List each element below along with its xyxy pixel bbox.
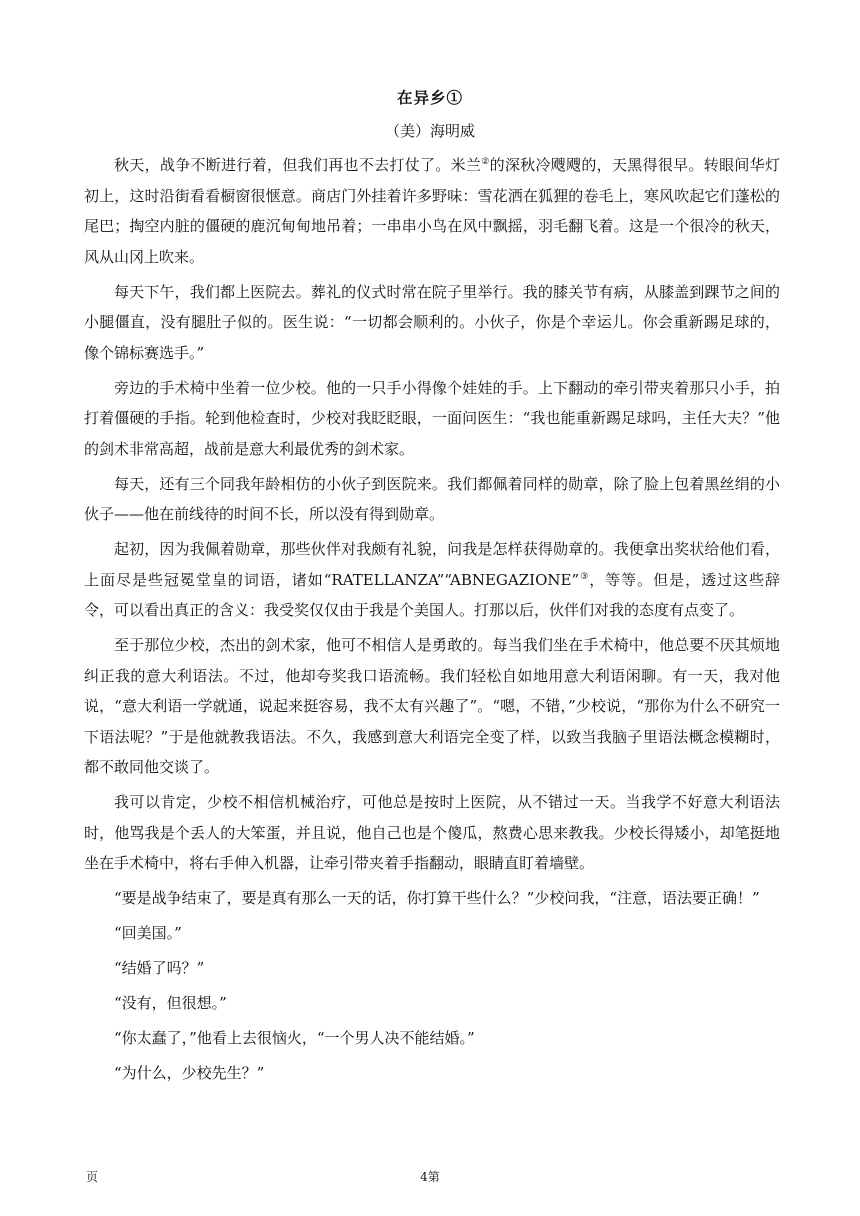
footer-left-text: 页 — [86, 1170, 99, 1184]
dialogue-line: “为什么，少校先生？” — [114, 1064, 265, 1082]
paragraph: 每天，还有三个同我年龄相仿的小伙子到医院来。我们都佩着同样的勋章，除了脸上包着黑丝绢的小伙子——他在前线待的时间不长，所以没有得到勋章。 — [84, 474, 780, 523]
paragraph: 每天下午，我们都上医院去。葬礼的仪式时常在院子里举行。我的膝关节有病，从膝盖到踝节之间的小腿僵直，没有腿肚子似的。医生说：“一切都会顺利的。小伙子，你是个幸运儿。你会重新踢足球的，像个锦标赛选手。” — [84, 282, 780, 362]
dialogue-line: “结婚了吗？” — [114, 959, 205, 977]
dialogue-line: “你太蠢了，”他看上去很恼火，“一个男人决不能结婚。” — [114, 1029, 475, 1047]
dialogue-line: “要是战争结束了，要是真有那么一天的话，你打算干些什么？”少校问我，“注意，语法要正确！” — [114, 889, 760, 907]
paragraph: 起初，因为我佩着勋章，那些伙伴对我颇有礼貌，问我是怎样获得勋章的。我便拿出奖状给他们看，上面尽是些冠冕堂皇的词语，诸如“RATELLANZA”“ABNEGAZIONE”③，等等。但是，透过这些辞令，可以看出真正的含义：我受奖仅仅由于我是个美国人。打那以后，伙伴们对我的态度有点变了。 — [84, 540, 780, 619]
paragraph: 旁边的手术椅中坐着一位少校。他的一只手小得像个娃娃的手。上下翻动的牵引带夹着那只小手，拍打着僵硬的手指。轮到他检查时，少校对我眨眨眼，一面问医生：“我也能重新踢足球吗，主任大夫？”他的剑术非常高超，战前是意大利最优秀的剑术家。 — [84, 378, 780, 458]
dialogue-line: “没有，但很想。” — [114, 994, 227, 1012]
paragraph: 我可以肯定，少校不相信机械治疗，可他总是按时上医院，从不错过一天。当我学不好意大利语法时，他骂我是个丢人的大笨蛋，并且说，他自己也是个傻瓜，熬费心思来教我。少校长得矮小，却笔挺地坐在手术椅中，将右手伸入机器，让牵引带夹着手指翻动，眼睛直盯着墙壁。 — [84, 793, 780, 872]
document-body — [84, 150, 780, 1093]
title-footnote-mark: ① — [446, 88, 464, 107]
dialogue-line: “回美国。” — [114, 924, 182, 942]
paragraph: 至于那位少校，杰出的剑术家，他可不相信人是勇敢的。每当我们坐在手术椅中，他总要不厌其烦地纠正我的意大利语法。不过，他却夸奖我口语流畅。我们轻松自如地用意大利语闲聊。有一天，我对他说，“意大利语一学就通，说起来挺容易，我不太有兴趣了”。“嗯，不错，”少校说，“那你为什么不研究一下语法呢？”于是他就教我语法。不久，我感到意大利语完全变了样，以致当我脑子里语法概念模糊时，都不敢同他交谈了。 — [84, 636, 780, 776]
page-number: 4第 — [420, 1170, 440, 1184]
paragraph: 秋天，战争不断进行着，但我们再也不去打仗了。米兰②的深秋冷飕飕的，天黑得很早。转眼间华灯初上，这时沿街看看橱窗很惬意。商店门外挂着许多野味：雪花洒在狐狸的卷毛上，寒风吹起它们蓬松的尾巴；掏空内脏的僵硬的鹿沉甸甸地吊着；一串串小鸟在风中飘摇，羽毛翻飞着。这是一个很冷的秋天，风从山冈上吹来。 — [84, 156, 780, 266]
title-text: 在异乡 — [396, 88, 447, 107]
footnote-mark: ③ — [579, 571, 590, 582]
document-author: （美）海明威 — [384, 122, 475, 140]
footnote-mark: ② — [481, 157, 490, 167]
document-title — [0, 86, 860, 108]
